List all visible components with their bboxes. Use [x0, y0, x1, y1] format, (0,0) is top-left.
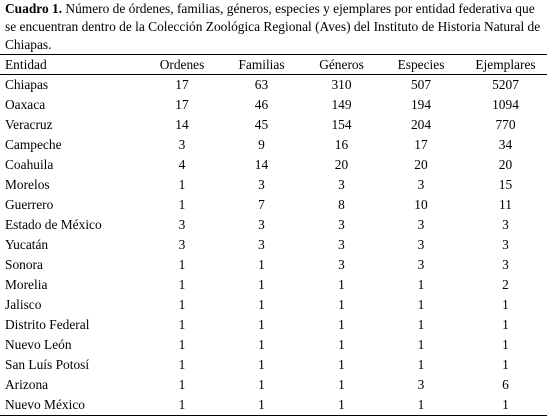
- cell-familias: 46: [254, 97, 269, 112]
- cell-generos: 3: [338, 177, 345, 192]
- header-ejemplares: Ejemplares: [475, 57, 536, 72]
- cell-especies: 3: [417, 257, 425, 272]
- cell-familias: 9: [258, 137, 265, 152]
- cell-especies: 194: [410, 97, 432, 112]
- header-familias: Familias: [238, 57, 285, 72]
- cell-familias: 1: [258, 377, 265, 392]
- cell-ordenes: 3: [178, 137, 186, 152]
- cell-entidad: Sonora: [5, 257, 43, 272]
- table-body: [0, 75, 547, 416]
- cell-ordenes: 17: [175, 97, 189, 112]
- table-row: [0, 155, 547, 175]
- cell-ordenes: 1: [178, 377, 186, 392]
- cell-entidad: Campeche: [5, 137, 62, 152]
- cell-generos: 1: [338, 377, 345, 392]
- table-row: [0, 115, 547, 135]
- cell-generos: 1: [338, 337, 345, 352]
- cell-ejemplares: 20: [498, 157, 513, 172]
- cell-generos: 1: [338, 397, 345, 412]
- cell-especies: 1: [417, 317, 425, 332]
- cell-entidad: Yucatán: [5, 237, 49, 252]
- cell-generos: 16: [334, 137, 349, 152]
- table-row: [0, 195, 547, 215]
- cell-familias: 14: [254, 157, 269, 172]
- cell-ordenes: 14: [175, 117, 189, 132]
- caption-label: Cuadro 1.: [5, 1, 63, 16]
- table-row: [0, 235, 547, 255]
- table-row: [0, 375, 547, 395]
- cell-entidad: Guerrero: [5, 197, 54, 212]
- header-ordenes: Ordenes: [159, 57, 205, 72]
- cell-especies: 1: [417, 337, 425, 352]
- cell-ejemplares: 34: [498, 137, 513, 152]
- header-entidad: Entidad: [5, 57, 47, 72]
- cell-ordenes: 1: [178, 277, 186, 292]
- cell-generos: 20: [334, 157, 349, 172]
- cell-ordenes: 1: [178, 257, 186, 272]
- cell-generos: 1: [338, 297, 345, 312]
- table-row: [0, 295, 547, 315]
- cell-generos: 149: [331, 97, 352, 112]
- cell-entidad: Estado de México: [5, 217, 102, 232]
- table-row: [0, 275, 547, 295]
- cell-generos: 3: [338, 237, 345, 252]
- table-caption: [5, 0, 545, 54]
- cell-entidad: Jalisco: [5, 297, 42, 312]
- cell-ejemplares: 2: [502, 277, 509, 292]
- cell-ejemplares: 1094: [492, 97, 519, 112]
- table-row: [0, 135, 547, 155]
- cell-generos: 3: [338, 257, 345, 272]
- table-row: [0, 355, 547, 375]
- table-row: [0, 315, 547, 335]
- cell-ordenes: 1: [178, 337, 186, 352]
- cell-entidad: Arizona: [5, 377, 49, 392]
- cell-entidad: Oaxaca: [5, 97, 46, 112]
- table-header: [0, 55, 547, 75]
- cell-especies: 1: [417, 277, 425, 292]
- cell-familias: 1: [258, 397, 265, 412]
- table-row: [0, 175, 547, 195]
- table-row: [0, 75, 547, 96]
- cell-generos: 310: [331, 77, 352, 92]
- cell-ejemplares: 3: [502, 217, 509, 232]
- cell-ordenes: 3: [178, 237, 186, 252]
- table-row: [0, 255, 547, 275]
- cell-ejemplares: 770: [495, 117, 516, 132]
- cell-familias: 3: [258, 237, 265, 252]
- cell-familias: 3: [258, 217, 265, 232]
- cell-especies: 507: [410, 77, 432, 92]
- cell-especies: 1: [417, 297, 425, 312]
- cell-generos: 8: [338, 197, 345, 212]
- cell-ordenes: 3: [178, 217, 186, 232]
- cell-ejemplares: 1: [502, 337, 509, 352]
- cell-familias: 3: [258, 177, 265, 192]
- cell-especies: 10: [414, 197, 428, 212]
- header-especies: Especies: [397, 57, 445, 72]
- header-row: [0, 55, 547, 75]
- cell-entidad: Veracruz: [5, 117, 53, 132]
- cell-entidad: Coahuila: [5, 157, 54, 172]
- cell-entidad: Nuevo México: [5, 397, 85, 412]
- cell-ordenes: 1: [178, 297, 186, 312]
- cell-ejemplares: 1: [502, 297, 509, 312]
- cell-especies: 3: [417, 177, 425, 192]
- cell-generos: 154: [331, 117, 352, 132]
- cell-familias: 1: [258, 357, 265, 372]
- cell-generos: 1: [338, 357, 345, 372]
- cell-familias: 1: [258, 317, 265, 332]
- cell-familias: 63: [254, 77, 269, 92]
- cell-entidad: San Luís Potosí: [5, 357, 90, 372]
- cell-generos: 3: [338, 217, 345, 232]
- header-generos: Géneros: [319, 57, 364, 72]
- cell-generos: 1: [338, 277, 345, 292]
- cell-ordenes: 1: [178, 397, 186, 412]
- cell-ejemplares: 5207: [492, 77, 519, 92]
- cell-familias: 1: [258, 277, 265, 292]
- cell-ejemplares: 1: [502, 317, 509, 332]
- cell-generos: 1: [338, 317, 345, 332]
- table-row: [0, 95, 547, 115]
- cell-ordenes: 17: [175, 77, 189, 92]
- table-row: [0, 395, 547, 416]
- cell-ordenes: 4: [178, 157, 186, 172]
- cell-entidad: Chiapas: [5, 77, 49, 92]
- cell-ordenes: 1: [178, 317, 186, 332]
- cell-familias: 1: [258, 337, 265, 352]
- cell-entidad: Morelia: [5, 277, 48, 292]
- caption-text: Número de órdenes, familias, géneros, especies y ejemplares por entidad federativa que se encuentran dentro de la Colección Zoológica Regional (Aves) del Instituto de Historia Natural de Chiapas.: [5, 1, 541, 52]
- cell-ejemplares: 3: [502, 257, 509, 272]
- cell-ordenes: 1: [178, 177, 186, 192]
- cell-ejemplares: 15: [498, 177, 513, 192]
- cell-familias: 7: [258, 197, 265, 212]
- cell-especies: 1: [417, 357, 425, 372]
- table-row: [0, 215, 547, 235]
- cell-especies: 20: [414, 157, 428, 172]
- cell-familias: 1: [258, 257, 265, 272]
- cell-especies: 3: [417, 237, 425, 252]
- cell-especies: 17: [414, 137, 428, 152]
- cell-ejemplares: 1: [502, 357, 509, 372]
- cell-especies: 3: [417, 217, 425, 232]
- cell-familias: 1: [258, 297, 265, 312]
- cell-familias: 45: [254, 117, 269, 132]
- cell-ordenes: 1: [178, 357, 186, 372]
- cell-especies: 1: [417, 397, 425, 412]
- cell-entidad: Morelos: [5, 177, 50, 192]
- cell-ejemplares: 6: [502, 377, 509, 392]
- cell-especies: 3: [417, 377, 425, 392]
- cell-especies: 204: [410, 117, 432, 132]
- cell-ejemplares: 1: [502, 397, 509, 412]
- cell-ejemplares: 11: [499, 197, 512, 212]
- cell-ejemplares: 3: [502, 237, 509, 252]
- cell-ordenes: 1: [178, 197, 186, 212]
- table-row: [0, 335, 547, 355]
- data-table: [0, 54, 547, 416]
- cell-entidad: Nuevo León: [5, 337, 72, 352]
- cell-entidad: Distrito Federal: [5, 317, 90, 332]
